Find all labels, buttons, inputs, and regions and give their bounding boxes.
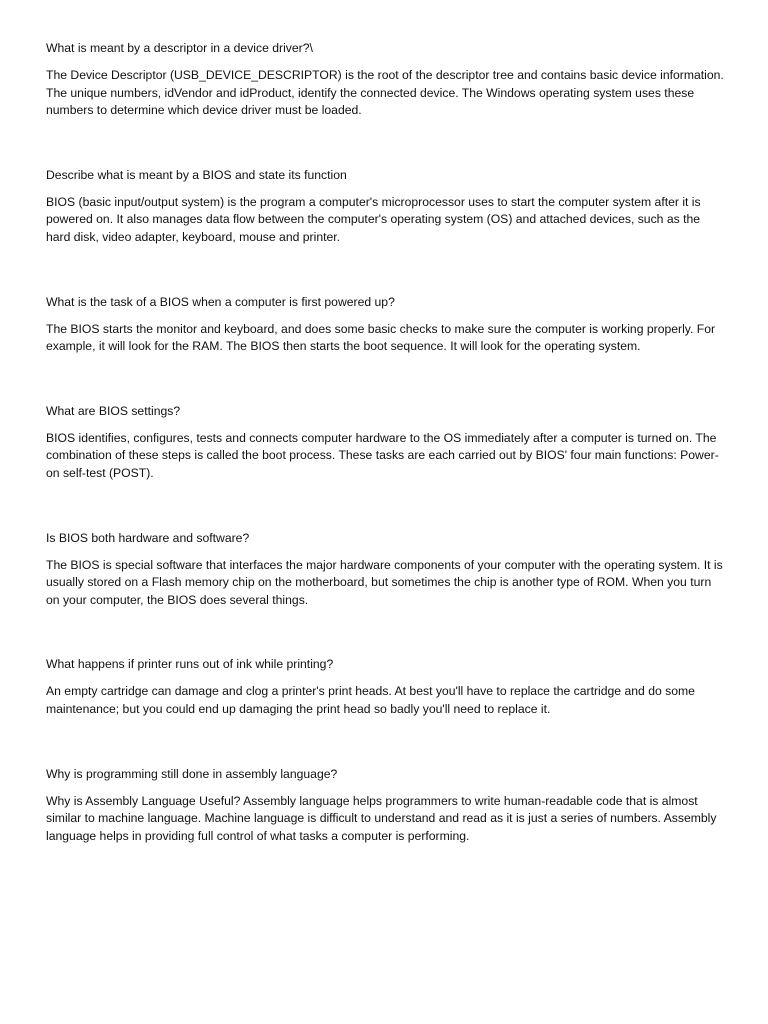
qa-section-printer-ink	[46, 655, 726, 718]
qa-section-descriptor	[46, 39, 726, 120]
question-text: Describe what is meant by a BIOS and state its function	[46, 167, 347, 182]
answer-text: The BIOS is special software that interfaces the major hardware components of your computer with the operating system. It is usually stored on a Flash memory chip on the motherboard, but sometimes the chip is another type of ROM. When you turn on your computer, the BIOS does several things.	[46, 557, 723, 607]
qa-section-bios-task	[46, 293, 726, 356]
answer-text: BIOS (basic input/output system) is the program a computer's microprocessor uses to start the computer system after it is powered on. It also manages data flow between the computer's operating system (OS) and attached devices, such as the hard disk, video adapter, keyboard, mouse and printer.	[46, 194, 701, 244]
qa-section-bios-settings	[46, 402, 726, 483]
qa-section-bios-definition	[46, 166, 726, 247]
answer-text: The Device Descriptor (USB_DEVICE_DESCRIPTOR) is the root of the descriptor tree and contains basic device information. The unique numbers, idVendor and idProduct, identify the connected device. The Windows operating system uses these numbers to determine which device driver must be loaded.	[46, 68, 724, 118]
question-text: What is meant by a descriptor in a device driver?\	[46, 41, 313, 55]
question-text: Is BIOS both hardware and software?	[46, 530, 250, 545]
question-text: What are BIOS settings?	[46, 403, 181, 418]
answer-text: The BIOS starts the monitor and keyboard, and does some basic checks to make sure the computer is working properly. For example, it will look for the RAM. The BIOS then starts the boot sequence. It will look for the operating system.	[46, 321, 716, 354]
question-text: What happens if printer runs out of ink while printing?	[46, 657, 334, 672]
answer-text: Why is Assembly Language Useful? Assembly language helps programmers to write human-readable code that is almost similar to machine language. Machine language is difficult to understand and read as it is just a series of numbers. Assembly language helps in providing full control of what tasks a computer is performing.	[46, 793, 717, 843]
answer-text: An empty cartridge can damage and clog a printer's print heads. At best you'll have to replace the cartridge and do some maintenance; but you could end up damaging the print head so badly you'll need to replace it.	[46, 684, 695, 716]
question-text: What is the task of a BIOS when a computer is first powered up?	[46, 294, 395, 309]
document-page	[46, 39, 726, 891]
qa-section-bios-hardware-software	[46, 529, 726, 610]
answer-text: BIOS identifies, configures, tests and connects computer hardware to the OS immediately after a computer is turned on. The combination of these steps is called the boot process. These tasks are each carried out by BIOS' four main functions: Power-on self-test (POST).	[46, 430, 719, 480]
qa-section-assembly-language	[46, 765, 726, 846]
question-text: Why is programming still done in assembly language?	[46, 766, 338, 781]
